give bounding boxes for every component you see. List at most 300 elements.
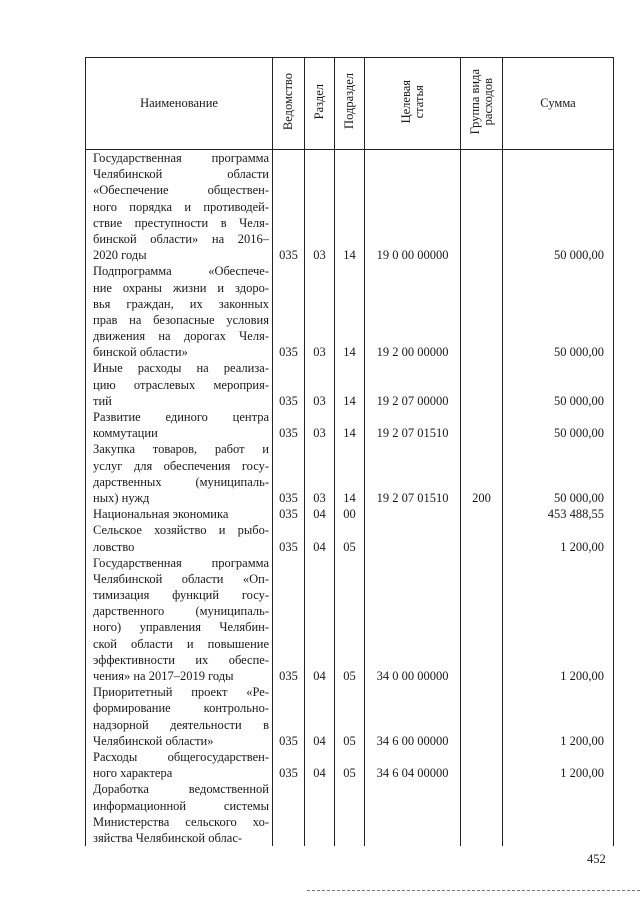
row-target-spacer <box>365 231 460 247</box>
row-podrazdel-spacer <box>335 700 364 716</box>
row-name-line: Приоритетный проект «Ре- <box>93 685 269 700</box>
podrazdel-column <box>335 150 365 847</box>
row-name-line: ного характера <box>93 766 173 781</box>
row-group-spacer <box>461 409 502 425</box>
header-group <box>461 58 503 150</box>
row-group-spacer <box>461 636 502 652</box>
row-sum-value: 50 000,00 <box>554 426 604 441</box>
row-name-line: Сельское хозяйство и рыбо- <box>93 523 269 538</box>
page-number: 452 <box>587 852 606 866</box>
row-name-line: Подпрограмма «Обеспече- <box>93 264 269 279</box>
row-name-line: формирование контрольно- <box>93 701 269 716</box>
row-name-line: бинской области» на 2016– <box>93 231 269 246</box>
row-sum-spacer <box>503 474 613 490</box>
row-group-spacer <box>461 749 502 765</box>
row-target-spacer <box>365 182 460 198</box>
row-sum-spacer <box>503 652 613 668</box>
row-razdel-spacer <box>305 199 334 215</box>
header-group-line2: расходов <box>480 77 495 126</box>
row-target-spacer <box>365 280 460 296</box>
row-group-value: 200 <box>472 490 491 505</box>
group-column <box>461 150 503 847</box>
row-target-spacer <box>365 571 460 587</box>
row-name-line: Челябинской области» <box>93 733 214 748</box>
row-razdel-spacer <box>305 231 334 247</box>
row-razdel-spacer <box>305 409 334 425</box>
row-vedomstvo-spacer <box>273 619 304 635</box>
row-target-value: 34 6 00 00000 <box>376 733 449 748</box>
row-target-spacer <box>365 781 460 797</box>
row-group-spacer <box>461 199 502 215</box>
row-sum-spacer <box>503 587 613 603</box>
row-vedomstvo-value: 035 <box>279 539 298 554</box>
row-target-spacer <box>365 263 460 279</box>
row-razdel-spacer <box>305 150 334 166</box>
row-vedomstvo-spacer <box>273 717 304 733</box>
bottom-rule <box>307 890 640 891</box>
row-razdel-spacer <box>305 474 334 490</box>
row-vedomstvo-spacer <box>273 587 304 603</box>
row-sum-value: 1 200,00 <box>560 733 604 748</box>
row-target-spacer <box>365 328 460 344</box>
row-group-spacer <box>461 717 502 733</box>
row-podrazdel-spacer <box>335 636 364 652</box>
header-vedomstvo <box>273 58 305 150</box>
row-vedomstvo-value: 035 <box>279 393 298 408</box>
row-name-line: цию отраслевых мероприя- <box>93 377 269 392</box>
header-target-line2: статья <box>411 84 426 119</box>
row-sum-value: 50 000,00 <box>554 490 604 505</box>
row-group-spacer <box>461 441 502 457</box>
row-group-spacer <box>461 700 502 716</box>
row-name-line: ствие преступности в Челя- <box>93 215 269 230</box>
row-name-line: услуг для обеспечения госу- <box>93 458 269 473</box>
row-sum-spacer <box>503 684 613 700</box>
row-target-spacer <box>365 587 460 603</box>
row-podrazdel-spacer <box>335 684 364 700</box>
row-name-line: Закупка товаров, работ и <box>93 442 269 457</box>
row-podrazdel-spacer <box>335 571 364 587</box>
row-vedomstvo-value: 035 <box>279 248 298 263</box>
header-sum <box>503 58 614 150</box>
row-podrazdel-value: 00 <box>343 507 356 522</box>
row-group-spacer <box>461 603 502 619</box>
row-vedomstvo-spacer <box>273 312 304 328</box>
header-sum-label: Сумма <box>540 96 576 111</box>
row-sum-spacer <box>503 798 613 814</box>
row-vedomstvo-spacer <box>273 150 304 166</box>
row-name-line: Государственная программа <box>93 151 269 165</box>
budget-table <box>85 57 614 846</box>
row-target-value <box>365 539 460 555</box>
row-podrazdel-spacer <box>335 814 364 830</box>
row-sum-spacer <box>503 231 613 247</box>
row-vedomstvo-spacer <box>273 377 304 393</box>
header-podrazdel <box>335 58 365 150</box>
row-vedomstvo-value: 035 <box>279 490 298 505</box>
row-vedomstvo-value: 035 <box>279 733 298 748</box>
row-group-spacer <box>461 458 502 474</box>
row-name-line: зяйства Челябинской облас- <box>93 830 243 845</box>
row-razdel-value: 03 <box>313 490 326 505</box>
row-razdel-spacer <box>305 360 334 376</box>
row-podrazdel-value <box>335 830 364 846</box>
row-podrazdel-spacer <box>335 555 364 571</box>
row-group-spacer <box>461 781 502 797</box>
row-target-spacer <box>365 360 460 376</box>
row-group-spacer <box>461 312 502 328</box>
row-name-line: Национальная экономика <box>93 507 229 522</box>
row-razdel-spacer <box>305 587 334 603</box>
row-target-spacer <box>365 215 460 231</box>
row-group-value <box>461 247 502 263</box>
row-name-line: ного порядка и противодей- <box>93 199 269 214</box>
row-vedomstvo-value: 035 <box>279 766 298 781</box>
row-sum-value: 1 200,00 <box>560 669 604 683</box>
row-group-spacer <box>461 522 502 538</box>
row-sum-value: 50 000,00 <box>554 248 604 263</box>
row-vedomstvo-spacer <box>273 280 304 296</box>
row-group-spacer <box>461 215 502 231</box>
row-sum-spacer <box>503 199 613 215</box>
row-group-value <box>461 830 502 846</box>
row-target-spacer <box>365 166 460 182</box>
row-target-value: 19 2 00 00000 <box>376 345 449 360</box>
row-target-value: 19 0 00 00000 <box>376 248 449 263</box>
row-name-line: прав на безопасные условия <box>93 312 269 327</box>
row-razdel-spacer <box>305 749 334 765</box>
row-target-value: 34 6 04 00000 <box>376 766 449 781</box>
row-sum-spacer <box>503 296 613 312</box>
row-razdel-spacer <box>305 280 334 296</box>
header-group-label <box>469 69 495 134</box>
row-group-spacer <box>461 328 502 344</box>
table-body-row <box>86 150 614 847</box>
row-group-value <box>461 668 502 684</box>
row-vedomstvo-spacer <box>273 636 304 652</box>
row-razdel-spacer <box>305 781 334 797</box>
row-podrazdel-spacer <box>335 652 364 668</box>
row-podrazdel-spacer <box>335 522 364 538</box>
header-razdel <box>305 58 335 150</box>
row-target-spacer <box>365 377 460 393</box>
row-vedomstvo-spacer <box>273 781 304 797</box>
row-razdel-spacer <box>305 458 334 474</box>
row-group-spacer <box>461 296 502 312</box>
row-target-value: 19 2 07 01510 <box>376 426 449 441</box>
row-sum-spacer <box>503 328 613 344</box>
row-podrazdel-spacer <box>335 360 364 376</box>
row-group-spacer <box>461 619 502 635</box>
row-sum-spacer <box>503 781 613 797</box>
row-target-spacer <box>365 717 460 733</box>
row-razdel-spacer <box>305 717 334 733</box>
row-razdel-spacer <box>305 441 334 457</box>
row-name-line: «Обеспечение обществен- <box>93 183 269 198</box>
row-group-value <box>461 344 502 360</box>
row-name-line: Министерства сельского хо- <box>93 814 269 829</box>
row-razdel-spacer <box>305 215 334 231</box>
row-sum-value: 50 000,00 <box>554 393 604 408</box>
row-vedomstvo-spacer <box>273 700 304 716</box>
row-podrazdel-spacer <box>335 441 364 457</box>
row-name-line: Доработка ведомственной <box>93 782 269 797</box>
row-razdel-value: 04 <box>313 539 326 554</box>
row-group-spacer <box>461 684 502 700</box>
row-vedomstvo-spacer <box>273 441 304 457</box>
row-target-value: 19 2 07 01510 <box>376 490 449 505</box>
row-vedomstvo-spacer <box>273 571 304 587</box>
row-podrazdel-value: 05 <box>343 766 356 781</box>
row-group-spacer <box>461 166 502 182</box>
row-target-spacer <box>365 684 460 700</box>
row-name-line: Развитие единого центра <box>93 410 269 424</box>
row-name-line: вья граждан, их законных <box>93 296 269 311</box>
row-name-line: информационной системы <box>93 798 269 813</box>
row-razdel-spacer <box>305 522 334 538</box>
row-razdel-value: 03 <box>313 248 326 263</box>
row-group-spacer <box>461 360 502 376</box>
row-group-spacer <box>461 182 502 198</box>
row-group-spacer <box>461 555 502 571</box>
row-razdel-spacer <box>305 296 334 312</box>
row-razdel-spacer <box>305 619 334 635</box>
row-sum-spacer <box>503 700 613 716</box>
row-vedomstvo-spacer <box>273 603 304 619</box>
row-podrazdel-spacer <box>335 199 364 215</box>
row-razdel-spacer <box>305 555 334 571</box>
row-name-line: ных) нужд <box>93 490 150 505</box>
header-name <box>86 58 273 150</box>
row-razdel-value: 04 <box>313 733 326 748</box>
row-group-value <box>461 733 502 749</box>
row-podrazdel-spacer <box>335 182 364 198</box>
row-vedomstvo-value: 035 <box>279 345 298 360</box>
row-vedomstvo-value: 035 <box>279 426 298 441</box>
row-podrazdel-value: 05 <box>343 669 356 683</box>
row-vedomstvo-spacer <box>273 749 304 765</box>
row-target-spacer <box>365 798 460 814</box>
row-podrazdel-spacer <box>335 215 364 231</box>
row-podrazdel-spacer <box>335 587 364 603</box>
row-sum-spacer <box>503 360 613 376</box>
row-sum-spacer <box>503 814 613 830</box>
row-name-line: 2020 годы <box>93 248 147 263</box>
row-group-spacer <box>461 377 502 393</box>
row-vedomstvo-spacer <box>273 263 304 279</box>
row-sum-spacer <box>503 377 613 393</box>
row-target-spacer <box>365 296 460 312</box>
row-name-line: Государственная программа <box>93 555 269 570</box>
row-name-line: Расходы общегосударствен- <box>93 749 269 764</box>
row-target-spacer <box>365 636 460 652</box>
row-target-spacer <box>365 555 460 571</box>
row-razdel-spacer <box>305 636 334 652</box>
row-group-spacer <box>461 798 502 814</box>
row-razdel-spacer <box>305 377 334 393</box>
row-podrazdel-spacer <box>335 781 364 797</box>
row-podrazdel-spacer <box>335 296 364 312</box>
row-razdel-spacer <box>305 312 334 328</box>
target-column <box>365 150 461 847</box>
row-razdel-spacer <box>305 166 334 182</box>
name-column <box>86 150 273 847</box>
row-vedomstvo-spacer <box>273 328 304 344</box>
row-sum-spacer <box>503 636 613 652</box>
row-name-line: надзорной деятельности в <box>93 717 269 732</box>
row-podrazdel-spacer <box>335 603 364 619</box>
row-vedomstvo-spacer <box>273 684 304 700</box>
row-group-spacer <box>461 587 502 603</box>
row-name-line: тимизация функций госу- <box>93 588 269 603</box>
row-podrazdel-spacer <box>335 717 364 733</box>
row-podrazdel-spacer <box>335 474 364 490</box>
row-sum-spacer <box>503 522 613 538</box>
row-group-spacer <box>461 231 502 247</box>
row-group-value <box>461 393 502 409</box>
row-name-line: ние охраны жизни и здоро- <box>93 280 269 295</box>
row-name-line: дарственных (муниципаль- <box>93 474 269 489</box>
row-vedomstvo-spacer <box>273 652 304 668</box>
row-target-spacer <box>365 312 460 328</box>
row-sum-value: 453 488,55 <box>547 507 604 522</box>
row-podrazdel-spacer <box>335 377 364 393</box>
row-name-line: Иные расходы на реализа- <box>93 361 269 376</box>
row-razdel-value: 03 <box>313 426 326 441</box>
row-vedomstvo-value: 035 <box>279 507 298 522</box>
row-sum-spacer <box>503 409 613 425</box>
row-target-spacer <box>365 619 460 635</box>
row-vedomstvo-spacer <box>273 522 304 538</box>
row-podrazdel-spacer <box>335 619 364 635</box>
row-razdel-value: 03 <box>313 345 326 360</box>
row-podrazdel-spacer <box>335 166 364 182</box>
row-target-spacer <box>365 749 460 765</box>
table-header-row <box>86 58 614 150</box>
row-vedomstvo-spacer <box>273 474 304 490</box>
row-target-value: 34 0 00 00000 <box>376 669 449 683</box>
row-sum-spacer <box>503 458 613 474</box>
row-vedomstvo-spacer <box>273 166 304 182</box>
row-name-line: ного) управления Челябин- <box>93 620 269 635</box>
row-vedomstvo-spacer <box>273 814 304 830</box>
row-podrazdel-value: 05 <box>343 539 356 554</box>
row-vedomstvo-spacer <box>273 296 304 312</box>
row-vedomstvo-spacer <box>273 409 304 425</box>
row-podrazdel-spacer <box>335 150 364 166</box>
row-sum-spacer <box>503 312 613 328</box>
row-target-spacer <box>365 700 460 716</box>
row-sum-spacer <box>503 571 613 587</box>
row-podrazdel-spacer <box>335 328 364 344</box>
row-group-spacer <box>461 652 502 668</box>
row-sum-spacer <box>503 717 613 733</box>
row-target-spacer <box>365 474 460 490</box>
row-razdel-spacer <box>305 814 334 830</box>
row-sum-value: 50 000,00 <box>554 345 604 360</box>
row-name-line: эффективности их обеспе- <box>93 652 269 667</box>
razdel-column <box>305 150 335 847</box>
row-target-spacer <box>365 814 460 830</box>
row-vedomstvo-spacer <box>273 555 304 571</box>
row-razdel-value: 04 <box>313 766 326 781</box>
row-group-value <box>461 425 502 441</box>
row-razdel-value: 03 <box>313 393 326 408</box>
row-podrazdel-spacer <box>335 312 364 328</box>
row-vedomstvo-spacer <box>273 215 304 231</box>
row-podrazdel-value: 14 <box>343 248 356 263</box>
row-razdel-value: 04 <box>313 669 326 683</box>
row-sum-spacer <box>503 215 613 231</box>
row-sum-spacer <box>503 603 613 619</box>
row-sum-spacer <box>503 280 613 296</box>
row-sum-spacer <box>503 749 613 765</box>
row-podrazdel-spacer <box>335 798 364 814</box>
row-sum-spacer <box>503 166 613 182</box>
row-podrazdel-value: 14 <box>343 426 356 441</box>
header-target-line1: Целевая <box>398 79 413 124</box>
row-vedomstvo-value: 035 <box>279 669 298 683</box>
row-group-spacer <box>461 814 502 830</box>
row-podrazdel-value: 14 <box>343 345 356 360</box>
row-name-line: чения» на 2017–2019 годы <box>93 669 234 683</box>
row-razdel-spacer <box>305 798 334 814</box>
row-group-spacer <box>461 474 502 490</box>
row-sum-spacer <box>503 441 613 457</box>
header-name-label: Наименование <box>140 96 218 111</box>
row-podrazdel-spacer <box>335 749 364 765</box>
row-podrazdel-value: 05 <box>343 733 356 748</box>
row-razdel-spacer <box>305 182 334 198</box>
row-razdel-spacer <box>305 571 334 587</box>
row-target-spacer <box>365 199 460 215</box>
row-sum-spacer <box>503 619 613 635</box>
row-name-line: движения на дорогах Челя- <box>93 329 269 344</box>
row-name-line: тий <box>93 393 112 408</box>
row-target-value <box>365 830 460 846</box>
row-podrazdel-spacer <box>335 458 364 474</box>
row-razdel-spacer <box>305 652 334 668</box>
header-razdel-label: Раздел <box>312 83 326 120</box>
row-podrazdel-spacer <box>335 231 364 247</box>
row-target-spacer <box>365 458 460 474</box>
row-sum-spacer <box>503 555 613 571</box>
row-vedomstvo-spacer <box>273 182 304 198</box>
row-razdel-spacer <box>305 263 334 279</box>
header-vedomstvo-label: Ведомство <box>281 72 295 130</box>
row-vedomstvo-spacer <box>273 360 304 376</box>
header-target-label <box>400 80 426 123</box>
row-podrazdel-spacer <box>335 409 364 425</box>
row-razdel-spacer <box>305 700 334 716</box>
row-sum-value: 1 200,00 <box>560 539 604 554</box>
row-target-spacer <box>365 409 460 425</box>
row-razdel-value <box>305 830 334 846</box>
row-razdel-spacer <box>305 603 334 619</box>
row-target-value: 19 2 07 00000 <box>376 393 449 408</box>
sum-column <box>503 150 614 847</box>
row-name-line: ской области и повышение <box>93 636 269 651</box>
row-vedomstvo-spacer <box>273 458 304 474</box>
row-target-spacer <box>365 150 460 166</box>
row-vedomstvo-spacer <box>273 199 304 215</box>
row-group-spacer <box>461 280 502 296</box>
row-target-spacer <box>365 441 460 457</box>
row-group-value <box>461 765 502 781</box>
row-group-spacer <box>461 263 502 279</box>
row-podrazdel-spacer <box>335 263 364 279</box>
row-target-spacer <box>365 603 460 619</box>
